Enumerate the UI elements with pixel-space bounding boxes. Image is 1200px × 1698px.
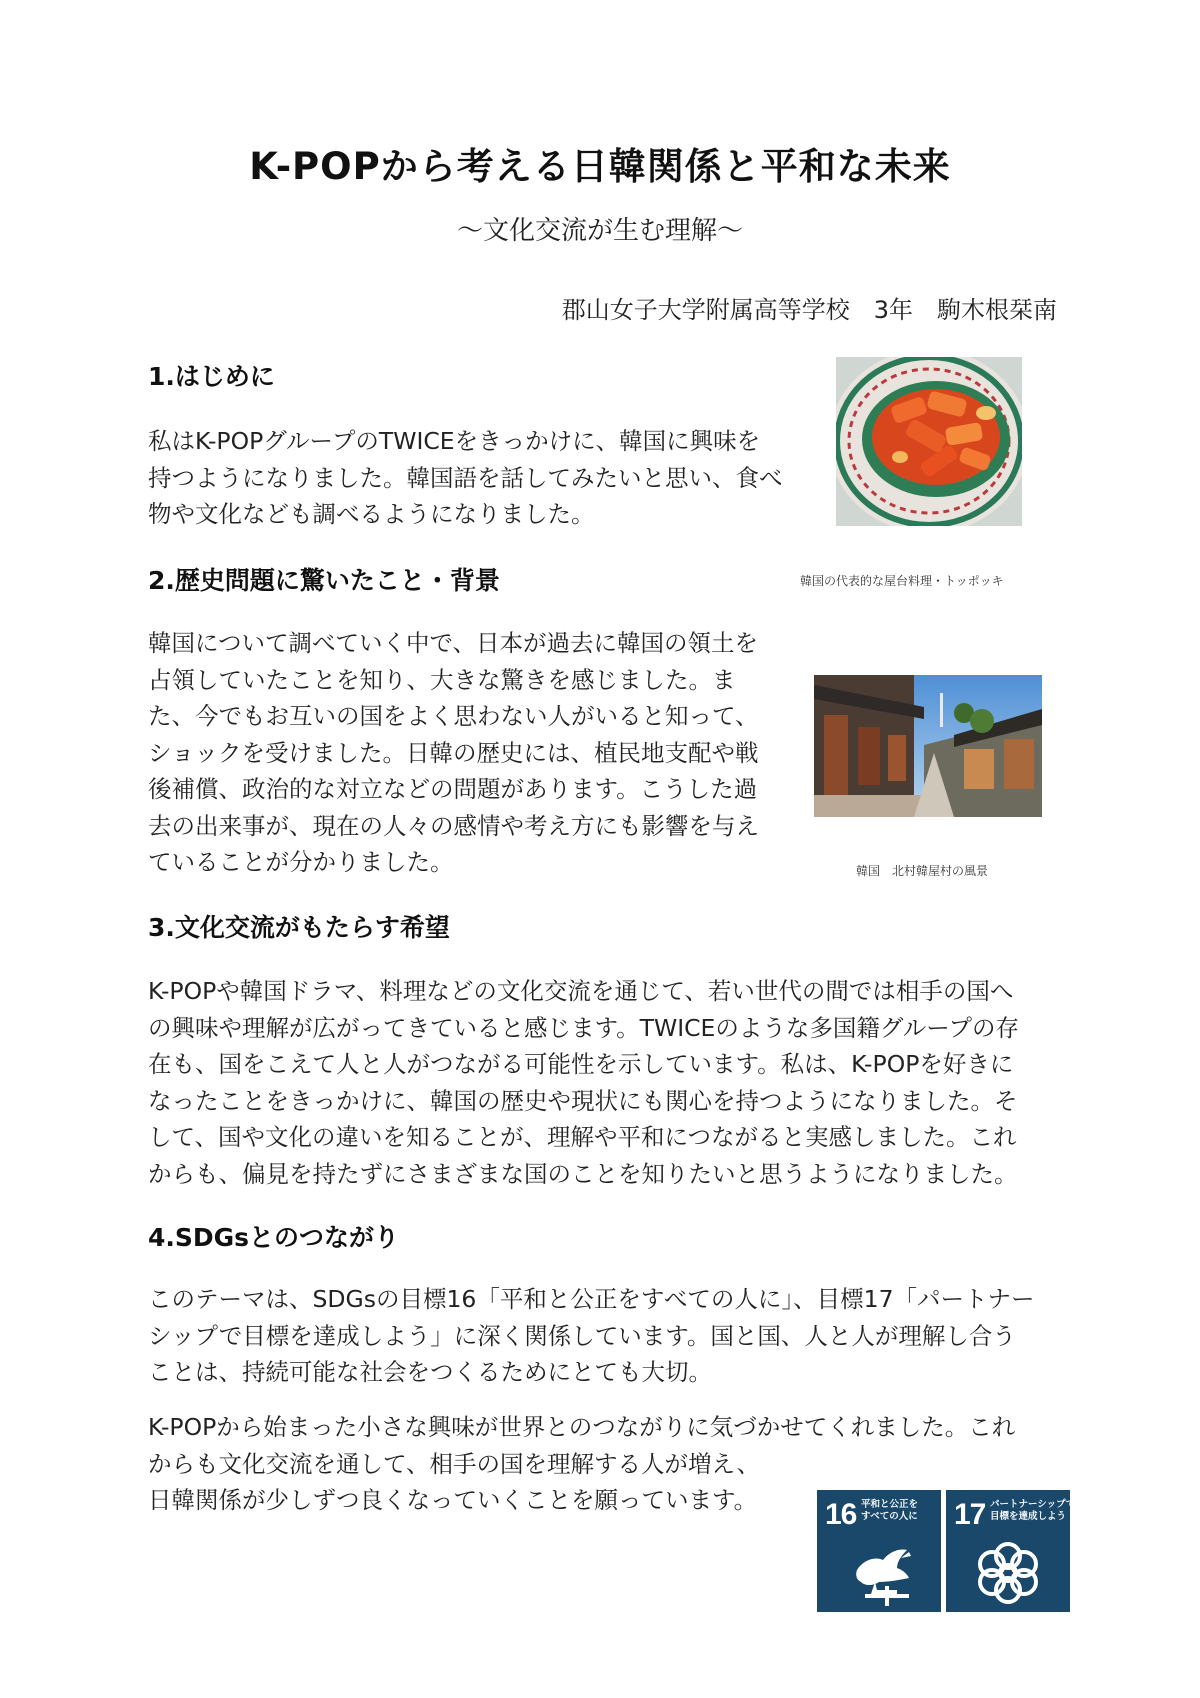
text-line: このテーマは、SDGsの目標16「平和と公正をすべての人に」、目標17「パートナー [148, 1285, 1035, 1313]
text-line: ショックを受けました。日韓の歴史には、植民地支配や戦 [148, 738, 759, 767]
text-line: シップで目標を達成しよう」に深く関係しています。国と国、人と人が理解し合う [148, 1321, 1016, 1350]
page-subtitle: 〜文化交流が生む理解〜 [456, 216, 743, 246]
section-heading-intro: 1.はじめに [148, 362, 275, 391]
bukchon-hanok-photo [814, 675, 1042, 817]
section-body-history [148, 625, 759, 881]
author-line: 郡山女子大学附属高等学校 3年 駒木根栞南 [561, 296, 1057, 324]
section-body-culture [148, 973, 1019, 1192]
page-title: K-POPから考える日韓関係と平和な未来 [249, 145, 951, 188]
section-heading-culture: 3.文化交流がもたらす希望 [148, 913, 450, 942]
sdg-label: 平和と公正を すべての人に [861, 1499, 919, 1522]
tteokbokki-caption: 韓国の代表的な屋台料理・トッポッキ [800, 574, 1004, 588]
section-heading-history: 2.歴史問題に驚いたこと・背景 [148, 566, 500, 595]
section-body-intro [148, 423, 783, 533]
text-line: 在も、国をこえて人と人がつながる可能性を示しています。私は、K-POPを好きに [148, 1050, 1014, 1078]
text-line: して、国や文化の違いを知ることが、理解や平和につながると実感しました。これ [148, 1123, 1017, 1151]
sdg-number: 17 [954, 1498, 986, 1531]
dove-icon [817, 1530, 941, 1612]
section-body-sdgs [148, 1281, 1035, 1391]
text-line: た、今でもお互いの国をよく思わない人がいると知って、 [148, 702, 759, 730]
sdg-16-tile [817, 1490, 941, 1612]
text-line: K-POPから始まった小さな興味が世界とのつながりに気づかせてくれました。これ [148, 1413, 1016, 1441]
text-line: なったことをきっかけに、韓国の歴史や現状にも関心を持つようになりました。そ [148, 1086, 1018, 1115]
text-line: 占領していたことを知り、大きな驚きを感じました。ま [148, 665, 736, 694]
text-line: 去の出来事が、現在の人々の感情や考え方にも影響を与え [148, 811, 759, 840]
text-line: からも文化交流を通して、相手の国を理解する人が増え、 [148, 1449, 760, 1478]
text-line: 私はK-POPグループのTWICEをきっかけに、韓国に興味を [148, 427, 761, 455]
text-line: 韓国について調べていく中で、日本が過去に韓国の領土を [148, 629, 759, 657]
section-heading-sdgs: 4.SDGsとのつながり [148, 1223, 400, 1252]
text-line: K-POPや韓国ドラマ、料理などの文化交流を通じて、若い世代の間では相手の国へ [148, 977, 1014, 1005]
text-line: ことは、持続可能な社会をつくるためにとても大切。 [148, 1358, 712, 1386]
bukchon-caption: 韓国 北村韓屋村の風景 [856, 864, 989, 878]
flower-ring-icon [946, 1530, 1070, 1612]
text-line: ていることが分かりました。 [148, 848, 454, 876]
text-line: の興味や理解が広がってきていると感じます。TWICEのような多国籍グループの存 [148, 1013, 1020, 1042]
text-line: 持つようになりました。韓国語を話してみたいと思い、食べ [148, 463, 783, 492]
text-line: からも、偏見を持たずにさまざまな国のことを知りたいと思うようになりました。 [148, 1159, 1018, 1188]
sdg-17-tile [946, 1490, 1076, 1612]
sdg-label: パートナーシップで 目標を達成しよう [990, 1499, 1076, 1522]
tteokbokki-photo [836, 357, 1022, 526]
text-line: 日韓関係が少しずつ良くなっていくことを願っています。 [148, 1486, 758, 1514]
text-line: 物や文化なども調べるようになりました。 [148, 500, 595, 528]
text-line: 後補償、政治的な対立などの問題があります。こうした過 [148, 775, 758, 803]
sdg-number: 16 [825, 1498, 857, 1531]
